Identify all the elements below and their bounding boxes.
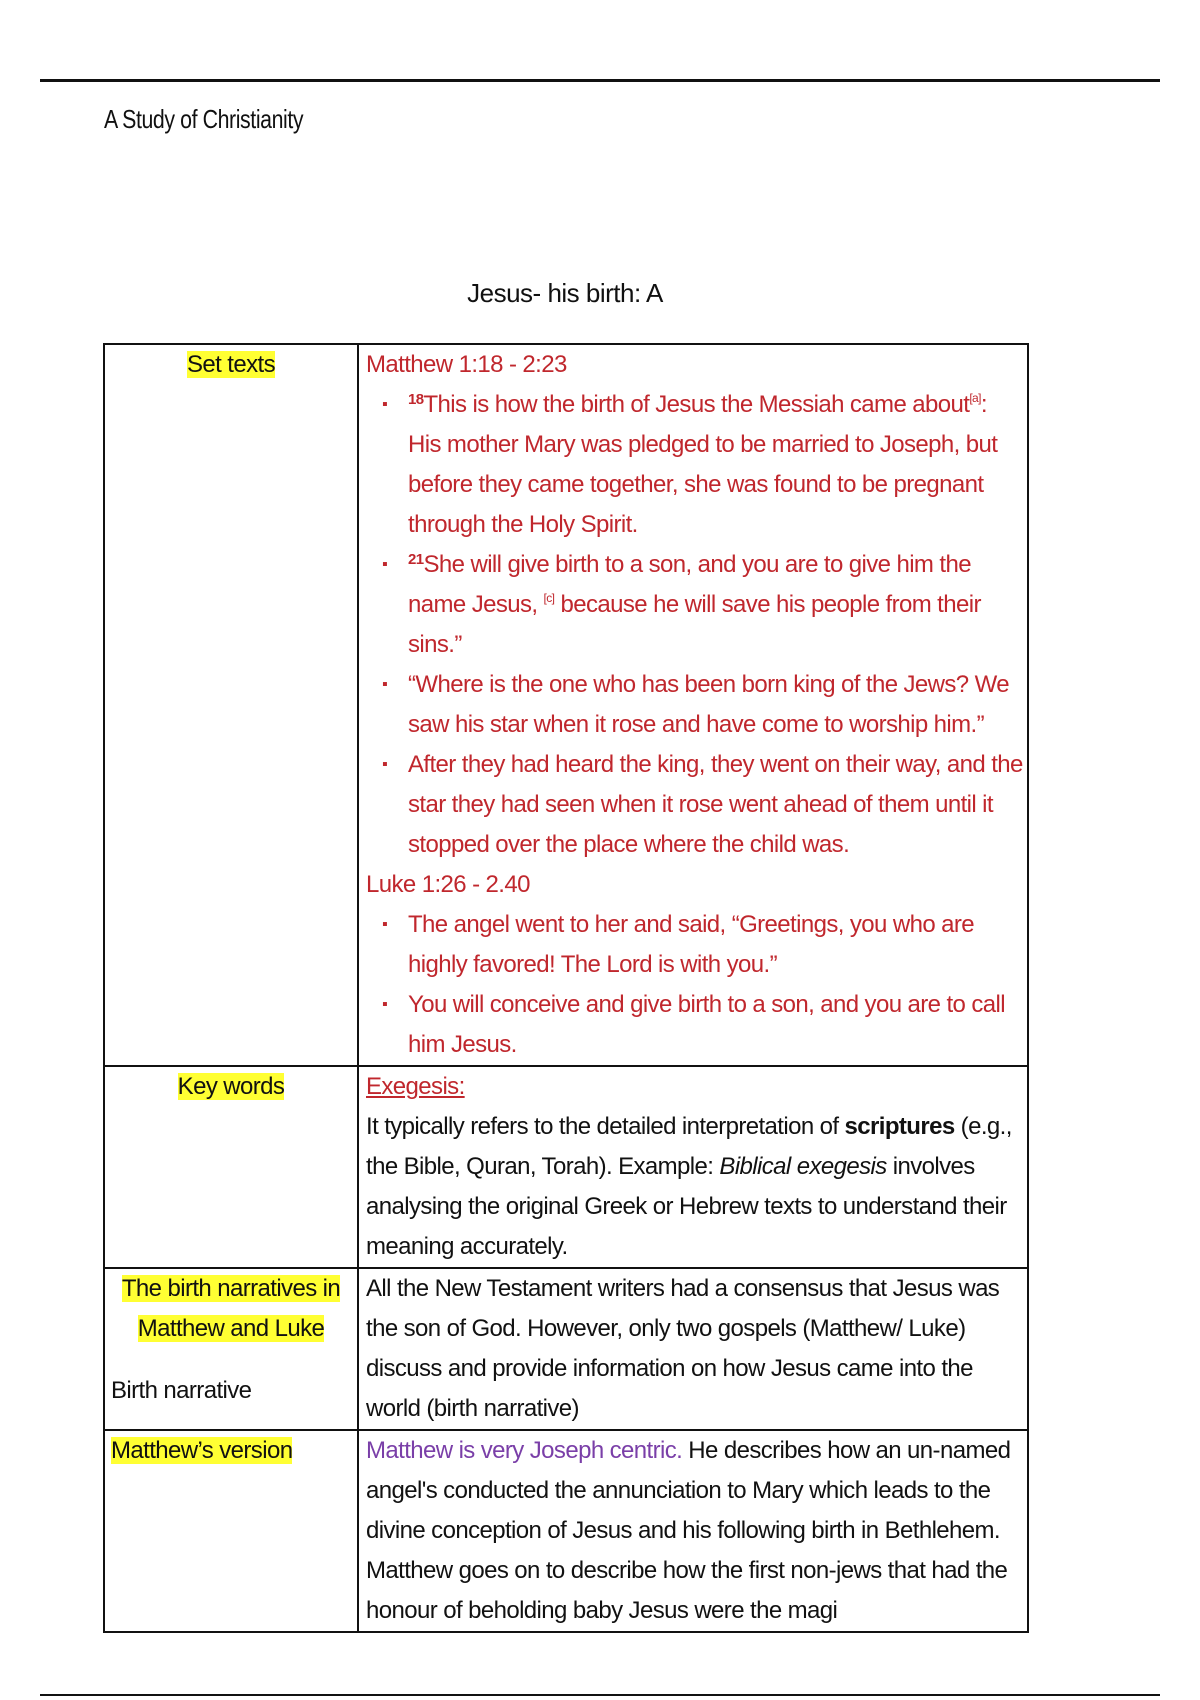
table-row-key-words	[104, 1066, 1028, 1268]
definition-text: It typically refers to the detailed interpretation of	[366, 1113, 845, 1140]
list-item	[408, 745, 1023, 865]
label-cell	[104, 1066, 358, 1268]
birth-narrative-sublabel: Birth narrative	[111, 1377, 252, 1404]
list-item	[408, 905, 1023, 985]
table-row-set-texts	[104, 344, 1028, 1066]
page-title: Jesus- his birth: A	[467, 278, 663, 308]
key-words-label: Key words	[177, 1073, 285, 1100]
top-rule	[40, 79, 1160, 82]
footnote-marker[interactable]: [a]	[969, 391, 981, 405]
birth-narratives-label	[111, 1269, 351, 1349]
verse-text: She will give birth to a son, and you are to give him the name Jesus,	[408, 551, 971, 618]
set-texts-label: Set texts	[187, 351, 275, 378]
verse-text: This is how the birth of Jesus the Messiah came about	[423, 391, 970, 418]
footnote-marker[interactable]: [c]	[543, 591, 555, 605]
verse-text: After they had heard the king, they went on their way, and the star they had seen when it rose went ahead of them until it stopped over the place where the child was.	[408, 751, 1023, 858]
study-table	[103, 343, 1029, 1633]
matthews-version-content	[358, 1430, 1028, 1632]
verse-text: The angel went to her and said, “Greetings, you who are highly favored! The Lord is with you.”	[408, 911, 975, 978]
key-words-content	[358, 1066, 1028, 1268]
set-texts-content	[358, 344, 1028, 1066]
label-line: Matthew and Luke	[137, 1315, 325, 1342]
term-definition	[366, 1107, 1023, 1267]
list-item	[408, 385, 1023, 545]
document-header: A Study of Christianity	[104, 104, 304, 134]
matthew-reference: Matthew 1:18 - 2:23	[366, 351, 567, 378]
birth-narratives-content: All the New Testament writers had a consensus that Jesus was the son of God. However, only two gospels (Matthew/ Luke) discuss and provide information on how Jesus came into the world (birth narrative)	[358, 1268, 1028, 1430]
list-item	[408, 665, 1023, 745]
list-item	[408, 545, 1023, 665]
verse-text: : His mother Mary was pledged to be married to Joseph, but before they came together, she was found to be pregnant through the Holy Spirit.	[408, 391, 998, 538]
highlighted-phrase: Matthew is very Joseph centric.	[366, 1437, 683, 1464]
verse-text: because he will save his people from their sins.”	[408, 591, 981, 658]
label-cell	[104, 1268, 358, 1430]
matthew-verse-list	[366, 385, 1023, 865]
luke-verse-list	[366, 905, 1023, 1065]
table-row-birth-narratives	[104, 1268, 1028, 1430]
bottom-rule	[40, 1694, 1160, 1696]
list-item	[408, 985, 1023, 1065]
verse-number: 21	[408, 551, 424, 568]
label-cell	[104, 1430, 358, 1632]
bold-term: scriptures	[844, 1113, 955, 1140]
label-line: The birth narratives in	[121, 1275, 341, 1302]
definition-text: involves analysing the original Greek or Hebrew texts to understand their meaning accurately.	[366, 1153, 1007, 1260]
label-cell	[104, 344, 358, 1066]
term-heading: Exegesis:	[366, 1073, 465, 1100]
verse-text: “Where is the one who has been born king of the Jews? We saw his star when it rose and have come to worship him.”	[408, 671, 1009, 738]
description-text: He describes how an un-named angel's conducted the annunciation to Mary which leads to the divine conception of Jesus and his following birth in Bethlehem. Matthew goes on to describe how the first non-jews that had the honour of beholding baby Jesus were the magi	[366, 1437, 1011, 1624]
definition-text: (e.g., the Bible, Quran, Torah). Example:	[366, 1113, 1012, 1180]
italic-term: Biblical exegesis	[719, 1153, 887, 1180]
verse-number: 18	[408, 391, 424, 408]
table-row-matthews-version	[104, 1430, 1028, 1632]
verse-text: You will conceive and give birth to a son, and you are to call him Jesus.	[408, 991, 1005, 1058]
matthews-version-label: Matthew’s version	[111, 1437, 293, 1464]
luke-reference: Luke 1:26 - 2.40	[366, 871, 530, 898]
